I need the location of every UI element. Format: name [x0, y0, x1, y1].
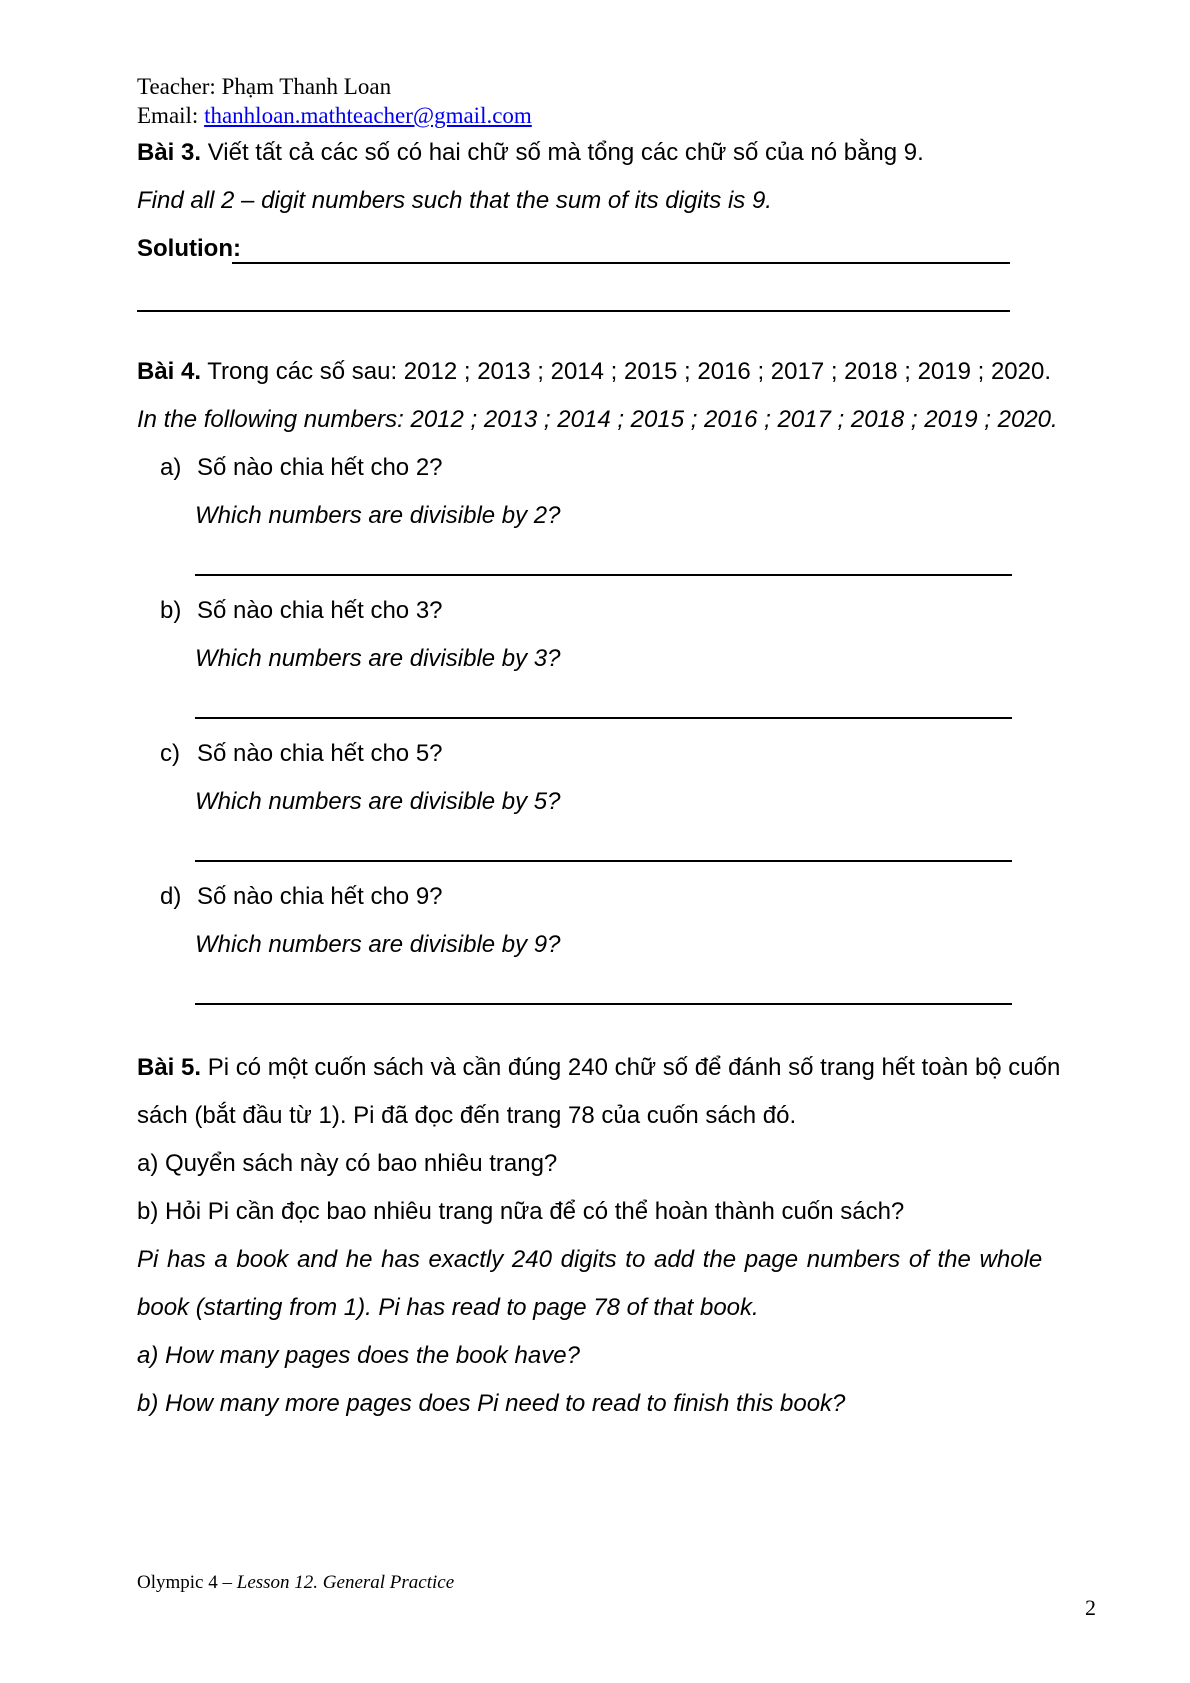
bai4-item-a-label: a) [160, 454, 182, 481]
bai3-text-vi: Viết tất cả các số có hai chữ số mà tổng các chữ số của nó bằng 9. [201, 139, 924, 166]
page-footer [137, 1571, 454, 1595]
bai5-part-a-vi: a) Quyển sách này có bao nhiêu trang? [137, 1150, 558, 1177]
bai3-answer-line-2[interactable] [137, 310, 1010, 312]
email-link[interactable]: thanhloan.mathteacher@gmail.com [204, 103, 532, 128]
bai4-item-d-label: d) [160, 883, 182, 910]
footer-lesson: Lesson 12. General Practice [236, 1572, 455, 1593]
bai5-question-en-line1: Pi has a book and he has exactly 240 digits to add the page numbers of the whole [137, 1246, 1043, 1273]
bai4-item-a-text-vi: Số nào chia hết cho 2? [197, 454, 443, 481]
bai3-question-vi [137, 137, 924, 169]
bai5-question-vi-line1 [137, 1052, 1060, 1084]
bai4-item-d-answer-line[interactable] [195, 1003, 1012, 1005]
bai3-label: Bài 3. [137, 139, 202, 166]
bai4-item-c-text-vi: Số nào chia hết cho 5? [197, 740, 443, 767]
bai4-item-d-text-vi: Số nào chia hết cho 9? [197, 883, 443, 910]
page-header [137, 72, 532, 130]
bai4-item-b-en: Which numbers are divisible by 3? [195, 645, 561, 672]
footer-course: Olympic 4 – [137, 1572, 237, 1593]
page-number: 2 [1085, 1595, 1096, 1620]
bai4-item-c-vi [160, 738, 443, 770]
bai5-part-b-en: b) How many more pages does Pi need to read to finish this book? [137, 1390, 846, 1417]
bai4-item-a-en: Which numbers are divisible by 2? [195, 502, 561, 529]
bai5-question-vi-line2: sách (bắt đầu từ 1). Pi đã đọc đến trang 78 của cuốn sách đó. [137, 1102, 797, 1129]
bai4-item-c-answer-line[interactable] [195, 860, 1012, 862]
teacher-name: Teacher: Phạm Thanh Loan [137, 74, 392, 99]
bai5-label: Bài 5. [137, 1054, 202, 1081]
bai4-label: Bài 4. [137, 358, 202, 385]
bai5-text-vi-1: Pi có một cuốn sách và cần đúng 240 chữ số để đánh số trang hết toàn bộ cuốn [201, 1054, 1061, 1081]
bai4-item-c-label: c) [160, 740, 180, 767]
email-line [137, 101, 532, 130]
bai3-question-en: Find all 2 – digit numbers such that the sum of its digits is 9. [137, 187, 772, 214]
bai4-question-en: In the following numbers: 2012 ; 2013 ; 2014 ; 2015 ; 2016 ; 2017 ; 2018 ; 2019 ; 2020. [137, 406, 1058, 433]
bai4-item-d-en: Which numbers are divisible by 9? [195, 931, 561, 958]
bai4-question-vi [137, 356, 1051, 388]
bai4-item-a-answer-line[interactable] [195, 574, 1012, 576]
bai3-answer-line-1[interactable] [232, 262, 1010, 264]
bai4-item-b-text-vi: Số nào chia hết cho 3? [197, 597, 443, 624]
bai4-item-b-answer-line[interactable] [195, 717, 1012, 719]
bai4-item-d-vi [160, 881, 443, 913]
bai4-item-a-vi [160, 452, 443, 484]
email-label: Email: [137, 103, 205, 128]
bai4-item-b-label: b) [160, 597, 182, 624]
bai4-text-vi: Trong các số sau: 2012 ; 2013 ; 2014 ; 2015 ; 2016 ; 2017 ; 2018 ; 2019 ; 2020. [201, 358, 1052, 385]
bai3-solution-label: Solution: [137, 235, 241, 262]
bai5-question-en-line2: book (starting from 1). Pi has read to page 78 of that book. [137, 1294, 759, 1321]
bai5-part-a-en: a) How many pages does the book have? [137, 1342, 580, 1369]
bai4-item-b-vi [160, 595, 443, 627]
bai5-part-b-vi: b) Hỏi Pi cần đọc bao nhiêu trang nữa để có thể hoàn thành cuốn sách? [137, 1198, 905, 1225]
bai4-item-c-en: Which numbers are divisible by 5? [195, 788, 561, 815]
